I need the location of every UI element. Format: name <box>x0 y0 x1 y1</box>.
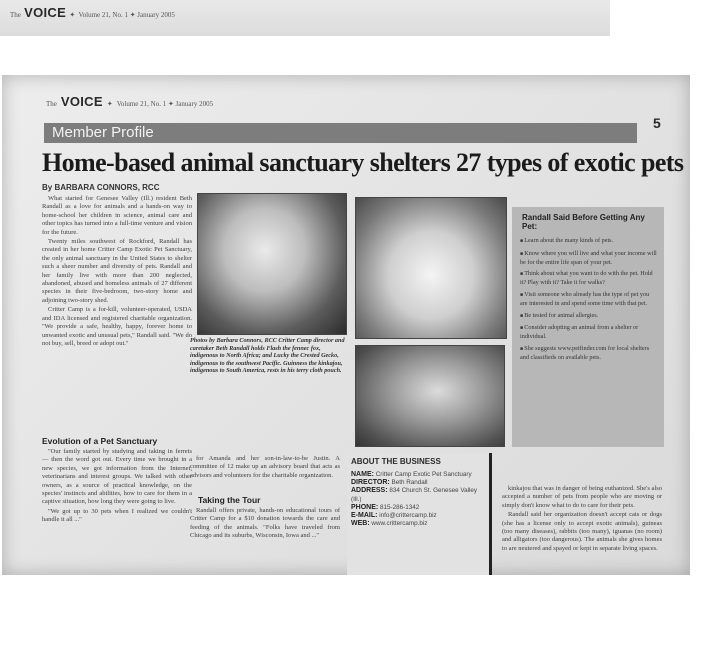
sidebar-tip: ■ Learn about the many kinds of pets. <box>520 237 658 246</box>
about-value: Critter Camp Exotic Pet Sanctuary <box>375 471 472 478</box>
about-row-director <box>351 479 485 487</box>
about-value: www.crittercamp.biz <box>371 520 428 528</box>
article-byline: By BARBARA CONNORS, RCC <box>42 183 160 192</box>
intro-paragraph: What started for Genesee Valley (Ill.) resident Beth Randall as a love for animals and a hands-on way to home-school her children in science, animal care and other topics has turned into a full-time venture and vision for the future. <box>42 195 192 236</box>
column-middle <box>190 455 340 489</box>
page-masthead <box>46 93 213 111</box>
photo-beth-randall-fennec-fox <box>197 193 347 335</box>
about-row-address <box>351 487 485 503</box>
sidebar-tip: ■ She suggests www.petfinder.com for local shelters and classifieds on available pets. <box>520 345 658 362</box>
sidebar-tip: ■ Think about what you want to do with the pet. Hold it? Play with it? Take it for walks? <box>520 270 658 287</box>
sidebar-title: Randall Said Before Getting Any Pet: <box>522 213 645 231</box>
tips-sidebar <box>512 207 664 447</box>
section-banner <box>44 123 637 143</box>
about-label: NAME: <box>351 471 374 478</box>
right-paragraph: Randall said her organization doesn't accept cats or dogs (she has a license only to accept exotic animals), guineas (too many diseases), rabbits (too many), iguanas (no room) and alligators (too dangerous). The animals she gives homes to are neutered and spayed or kept in separate living spaces. <box>502 511 662 552</box>
about-label: E-MAIL: <box>351 512 378 520</box>
intro-paragraph: Twenty miles southwest of Rockford, Randall has created in her home Critter Camp Exotic Pet Sanctuary, the only animal sanctuary in the United States to shelter such a sheer number and diversity of pets. Randall and her family live with more than 200 neglected, abandoned, abused and homeless animals of 27 different species in their five-bedroom, two-story home and adjoining two-story shed. <box>42 238 192 304</box>
column-intro <box>42 195 192 433</box>
column-right <box>502 485 662 573</box>
about-row-name <box>351 471 485 479</box>
masthead-the: The <box>10 11 21 19</box>
subhead-tour: Taking the Tour <box>198 495 261 505</box>
masthead-separator: ✦ <box>69 11 76 19</box>
right-paragraph: kinkajou that was in danger of being euthanized. She's also accepted a number of pets from people who are moving or simply don't know what to do to care for their pets. <box>502 485 662 509</box>
tour-paragraph: Randall offers private, hands-on educational tours of Critter Camp for a $10 donation towards the care and feeding of the animals. "Folks have traveled from Chicago and its suburbs, Wisconsin, Iowa and ..." <box>190 507 340 540</box>
about-label: DIRECTOR: <box>351 479 390 487</box>
about-title: ABOUT THE BUSINESS <box>351 457 441 466</box>
evolution-paragraph: "We got up to 30 pets when I realized we couldn't handle it all ..." <box>42 507 192 524</box>
sidebar-tip: ■ Visit someone who already has the type of pet you are interested in and spend some time with that pet. <box>520 291 658 308</box>
page-number: 5 <box>653 115 661 131</box>
middle-paragraph: for Amanda and her son-in-law-to-be Justin. A committee of 12 make up an advisory board that acts as advisors and volunteers for the charitable organization. <box>190 455 340 479</box>
sidebar-tip: ■ Be tested for animal allergies. <box>520 312 658 321</box>
intro-paragraph: Critter Camp is a for-kill, volunteer-operated, USDA and IDA licensed and registered charitable organization. "We provide a safe, healthy, happy, forever home to unwanted exotic and unusual pets," Randall said. "We do not buy, sell, breed or adopt out." <box>42 306 192 347</box>
page-masthead-issue: Volume 21, No. 1 ✦ January 2005 <box>116 100 214 108</box>
about-label: WEB: <box>351 520 370 528</box>
evolution-paragraph: "Our family started by studying and taking in ferrets — then the word got out. Every time we brought in a new species, we got information from the Internet, veterinarians and interest groups. We talked with other owners, as a source of practical knowledge, on the species' instincts and abilities, how to care for them in a captive situation, how long they were going to live. <box>42 448 192 506</box>
photo-kinkajou-pouch <box>355 345 505 447</box>
column-tour <box>190 507 340 573</box>
about-value: 815-286-1342 <box>379 503 420 511</box>
column-evolution <box>42 448 192 573</box>
photo-caption: Photos by Barbara Connors, RCC Critter Camp director and caretaker Beth Randall holds Flash the fennec fox, indigenous to North Africa; and Lucky the Crested Gecko, indigenous to the southwest Pacific. Guinness the kinkajou, indigenous to South America, rests in his terry cloth pouch. <box>190 337 345 375</box>
photo-crested-gecko <box>355 197 507 339</box>
newspaper-page <box>2 75 690 575</box>
sidebar-tips-list <box>520 237 658 366</box>
about-rows <box>351 471 485 528</box>
top-masthead-strip <box>0 0 610 36</box>
article-headline: Home-based animal sanctuary shelters 27 types of exotic pets <box>42 148 684 177</box>
page-masthead-the: The <box>46 100 57 108</box>
about-label: PHONE: <box>351 503 379 511</box>
sidebar-tip: ■ Know where you will live and what your income will be for the entire life span of your pet. <box>520 250 658 267</box>
section-label: Member Profile <box>52 124 154 141</box>
masthead-issue: Volume 21, No. 1 ✦ January 2005 <box>78 11 175 19</box>
about-value: info@crittercamp.biz <box>379 512 437 520</box>
subhead-evolution: Evolution of a Pet Sanctuary <box>42 436 158 446</box>
about-business-box <box>347 453 492 575</box>
top-masthead <box>10 5 175 21</box>
page-masthead-separator: ✦ <box>106 100 113 108</box>
about-row-phone <box>351 504 485 512</box>
about-row-email <box>351 512 485 520</box>
about-row-web <box>351 520 485 528</box>
about-value: 834 Church St. Genesee Valley (Ill.) <box>351 487 478 503</box>
about-label: ADDRESS: <box>351 487 388 495</box>
sidebar-tip: ■ Consider adopting an animal from a shelter or individual. <box>520 324 658 341</box>
page-masthead-title: VOICE <box>60 94 103 109</box>
about-value: Beth Randall <box>391 479 428 487</box>
masthead-title: VOICE <box>24 5 67 20</box>
